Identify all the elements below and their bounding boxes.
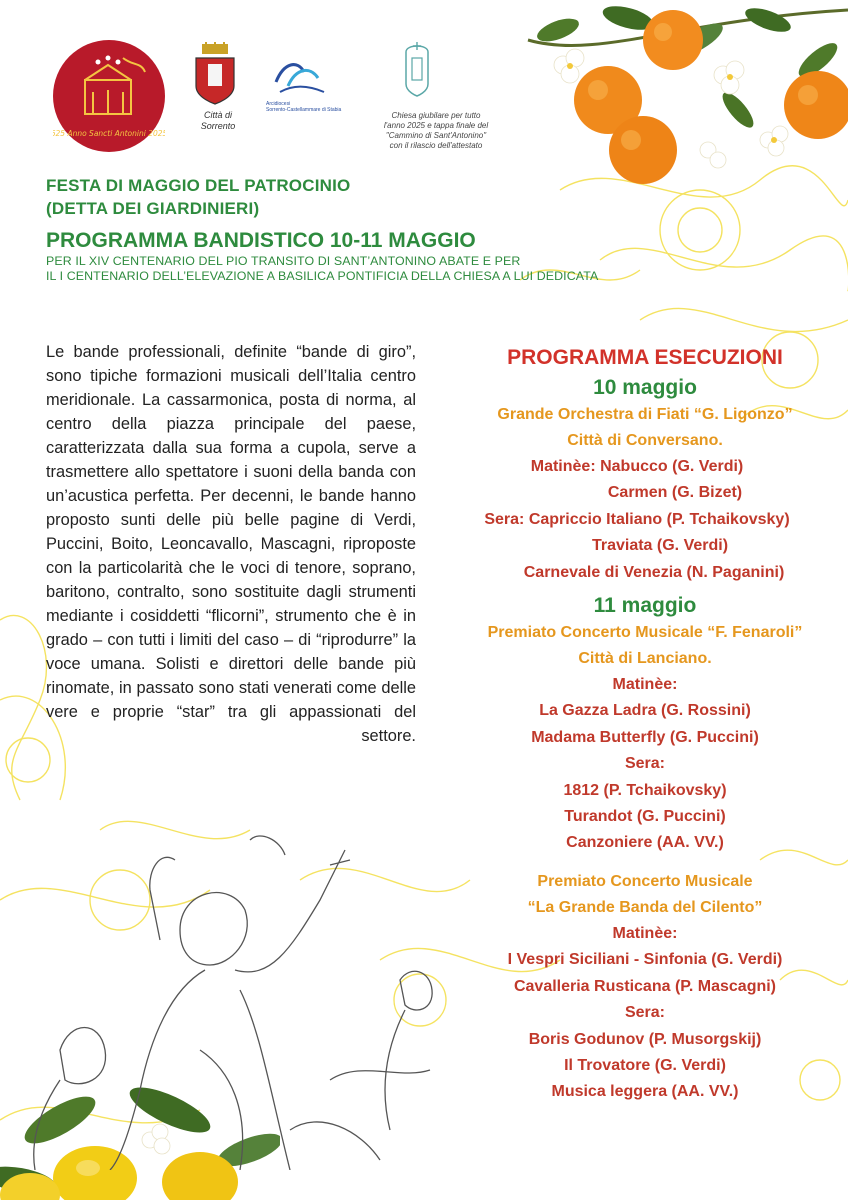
program-list (445, 342, 845, 1106)
day2-band2-item: Cavalleria Rusticana (P. Mascagni) (513, 977, 777, 995)
citta-caption-line2: Sorrento (200, 121, 236, 131)
lemons-illustration (0, 1070, 280, 1200)
day2-band2-name-line2: “La Grande Banda del Cilento” (527, 898, 763, 916)
program-subtitle-line1: PER IL XIV CENTENARIO DEL PIO TRANSITO DI SANT’ANTONINO ABATE E PER (46, 254, 521, 268)
day2-band2-matinee-label: Matinèe: (612, 924, 678, 942)
day2-band2-item: I Vespri Siciliani - Sinfonia (G. Verdi) (507, 951, 783, 969)
day2-band1-city: Città di Lanciano. (578, 650, 712, 668)
basilica-caption-line3: "Cammino di Sant'Antonino" (385, 131, 487, 140)
day1-item: Traviata (G. Verdi) (591, 537, 729, 555)
day2-band1-item: Turandot (G. Puccini) (564, 808, 726, 826)
day1-item: Carmen (G. Bizet) (607, 484, 743, 502)
day1-item: Matinèe: Nabucco (G. Verdi) (530, 458, 744, 475)
diocese-caption-line1: Arcidiocesi (266, 101, 291, 107)
basilica-caption-line1: Chiesa giubilare per tutto (391, 111, 481, 120)
diocese-caption-line2: Sorrento-Castellammare di Stabia (266, 107, 342, 113)
program-heading: PROGRAMMA ESECUZIONI (507, 346, 783, 369)
day1-band-city: Città di Conversano. (567, 432, 723, 449)
anniversary-logo (53, 40, 165, 152)
header-titles (46, 174, 766, 284)
day1-item: Carnevale di Venezia (N. Paganini) (523, 563, 785, 581)
day2-band1-item: Canzoniere (AA. VV.) (566, 834, 724, 852)
day2-band1-item: 1812 (P. Tchaikovsky) (563, 781, 727, 799)
day1-item: Sera: Capriccio Italiano (P. Tchaikovsky) (484, 510, 790, 528)
day2-band1-name: Premiato Concerto Musicale “F. Fenaroli” (487, 624, 803, 642)
day2-band2-item: Boris Godunov (P. Musorgskij) (528, 1030, 762, 1048)
saint-illustration (0, 830, 470, 1170)
day2-band1-sera-label: Sera: (624, 755, 666, 773)
anno-text: 625 Anno Sancti Antonini 2025 (53, 129, 165, 138)
citta-caption (188, 110, 248, 132)
basilica-caption-line4: con il rilascio dell'attestato (389, 141, 483, 150)
program-subtitle-line2: IL I CENTENARIO DELL’ELEVAZIONE A BASILICA PONTIFICIA DELLA CHIESA A LUI DEDICATA (46, 269, 599, 283)
basilica-caption (366, 111, 506, 151)
program-title: PROGRAMMA BANDISTICO 10-11 MAGGIO (46, 229, 476, 252)
day1-date: 10 maggio (593, 376, 697, 399)
citta-caption-line1: Città di (203, 110, 232, 120)
sorrento-crest-icon (192, 42, 238, 108)
day2-band1-item: Madama Butterfly (G. Puccini) (531, 728, 759, 746)
intro-paragraph: Le bande professionali, definite “bande di giro”, sono tipiche formazioni musicali dell’Italia centro meridionale. La cassarmonica, posta di norma, al centro della piazza principale del paese, caratterizzata dalla sua forma a cupola, serve a trasmettere allo spettatore i suoni della banda con un’acustica perfetta. Per decenni, le bande hanno proposto sunti delle più belle pagine di Verdi, Puccini, Boito, Leoncavallo, Mascagni, riproposte con la particolarità che le voci di tenore, soprano, baritono, contralto, sono sostituite dagli strumenti mediante i cosiddetti “flicorni”, strumento che è in grado – con tutti i limiti del caso – di “riprodurre” la voce umana. Solisti e direttori delle bande più rinomate, in passato sono stati venerati come delle vere e proprie “star” tra gli appassionati del settore. (46, 343, 416, 745)
day2-band2-item: Il Trovatore (G. Verdi) (564, 1056, 726, 1074)
basilica-caption-line2: l'anno 2025 e tappa finale del (383, 121, 489, 130)
festa-title-line2: (DETTA DEI GIARDINIERI) (46, 199, 260, 218)
festa-title-line1: FESTA DI MAGGIO DEL PATROCINIO (46, 176, 351, 195)
day2-band2-sera-label: Sera: (624, 1004, 666, 1022)
day2-band1-matinee-label: Matinèe: (612, 676, 678, 694)
day2-band1-item: La Gazza Ladra (G. Rossini) (539, 702, 751, 720)
intro-text-block (46, 340, 416, 748)
diocese-logo-icon (268, 52, 328, 98)
day2-date: 11 maggio (593, 594, 697, 618)
day2-band2-name-line1: Premiato Concerto Musicale (537, 872, 753, 890)
logos-strip (40, 40, 510, 160)
day1-band-name: Grande Orchestra di Fiati “G. Ligonzo” (497, 406, 793, 423)
day2-band2-item: Musica leggera (AA. VV.) (551, 1083, 739, 1101)
basilica-logo-icon (400, 40, 434, 98)
